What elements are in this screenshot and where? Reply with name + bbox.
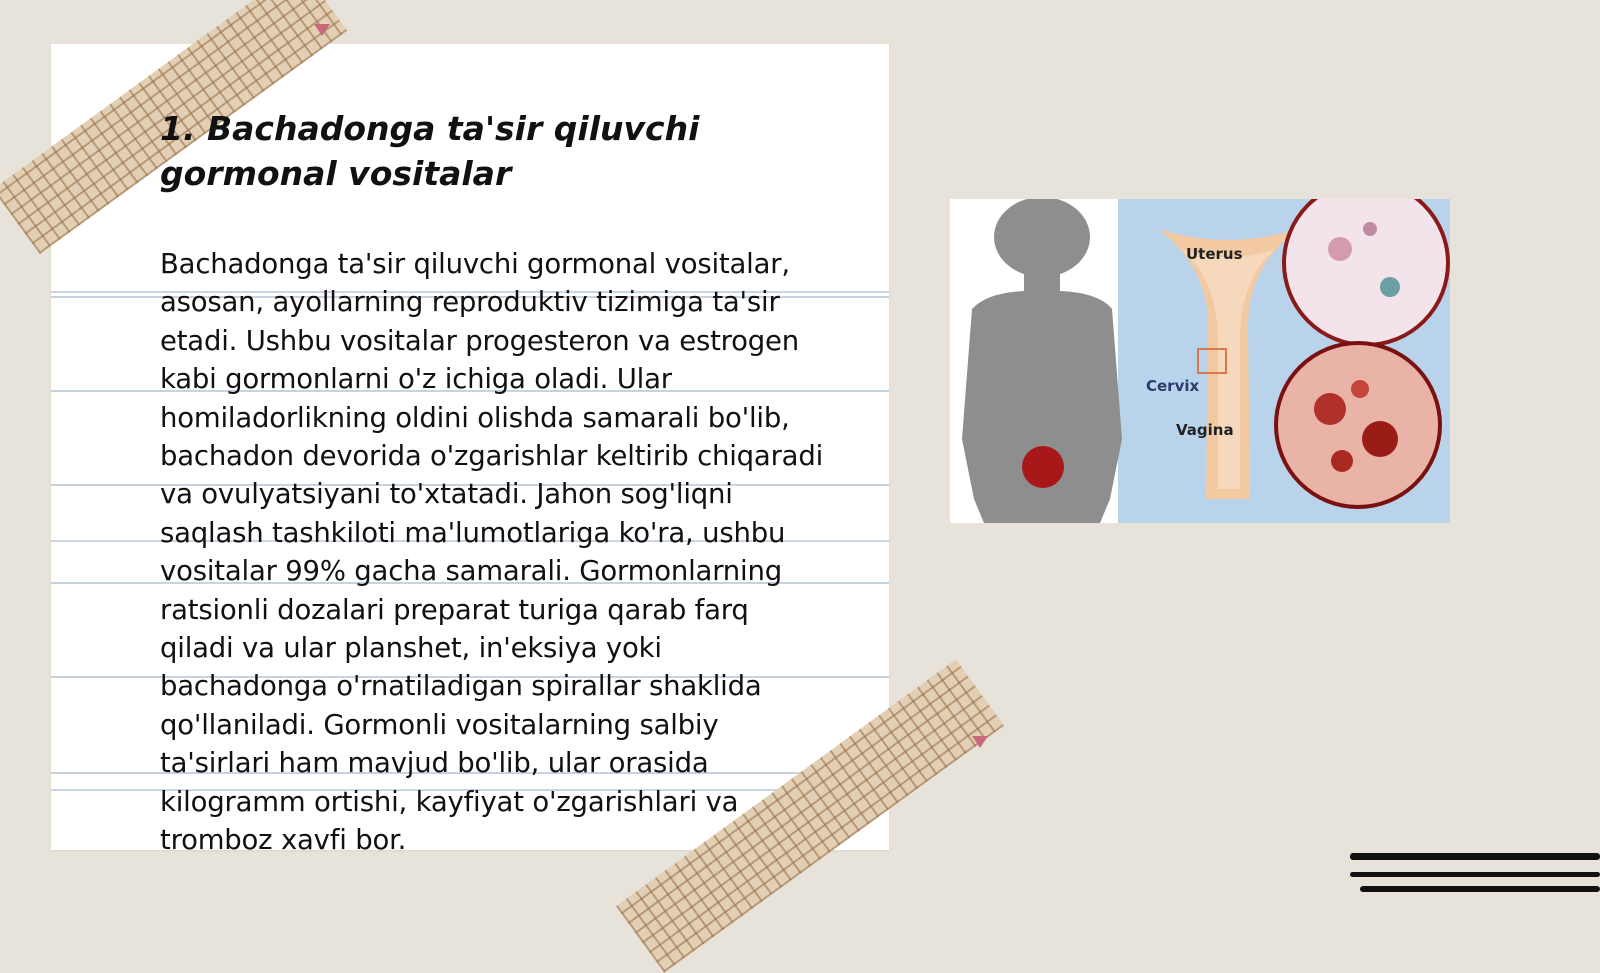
tape-pin-icon bbox=[314, 24, 330, 36]
anatomy-figure bbox=[950, 199, 1450, 523]
brush-stroke bbox=[1350, 853, 1600, 860]
uterus-label: Uterus bbox=[1186, 245, 1243, 263]
slide-title: 1. Bachadonga ta'sir qiluvchi gormonal vositalar bbox=[160, 109, 700, 193]
tape-pin-icon bbox=[972, 736, 988, 748]
slide-body-text: Bachadonga ta'sir qiluvchi gormonal vositalar, asosan, ayollarning reproduktiv tizimiga ta'sir etadi. Ushbu vositalar progesteron va estrogen kabi gormonlarni o'z ichiga oladi. Ular homiladorlikning oldini olishda samarali bo'lib, bachadon devorida o'zgarishlar keltirib chiqaradi va ovulyatsiyani to'xtatadi. Jahon sog'liqni saqlash tashkiloti ma'lumotlariga ko'ra, ushbu vositalar 99% gacha samarali. Gormonlarning ratsionli dozalari preparat turiga qarab farq qiladi va ular planshet, in'eksiya yoki bachadonga o'rnatiladigan spirallar shaklida qo'llaniladi. Gormonli vositalarning salbiy ta'sirlari ham mavjud bo'lib, ular orasida kilogramm ortishi, kayfiyat o'zgarishlari va tromboz xavfi bor. bbox=[160, 248, 824, 857]
highlight-dot bbox=[1022, 446, 1064, 488]
vagina-label: Vagina bbox=[1176, 421, 1234, 439]
brush-stroke bbox=[1350, 872, 1600, 877]
cell-magnification-top-icon bbox=[1284, 199, 1448, 345]
cell-magnification-bottom-icon bbox=[1276, 343, 1440, 507]
brush-stroke bbox=[1360, 886, 1600, 892]
anatomy-illustration bbox=[950, 199, 1450, 523]
cervix-label: Cervix bbox=[1146, 377, 1200, 395]
